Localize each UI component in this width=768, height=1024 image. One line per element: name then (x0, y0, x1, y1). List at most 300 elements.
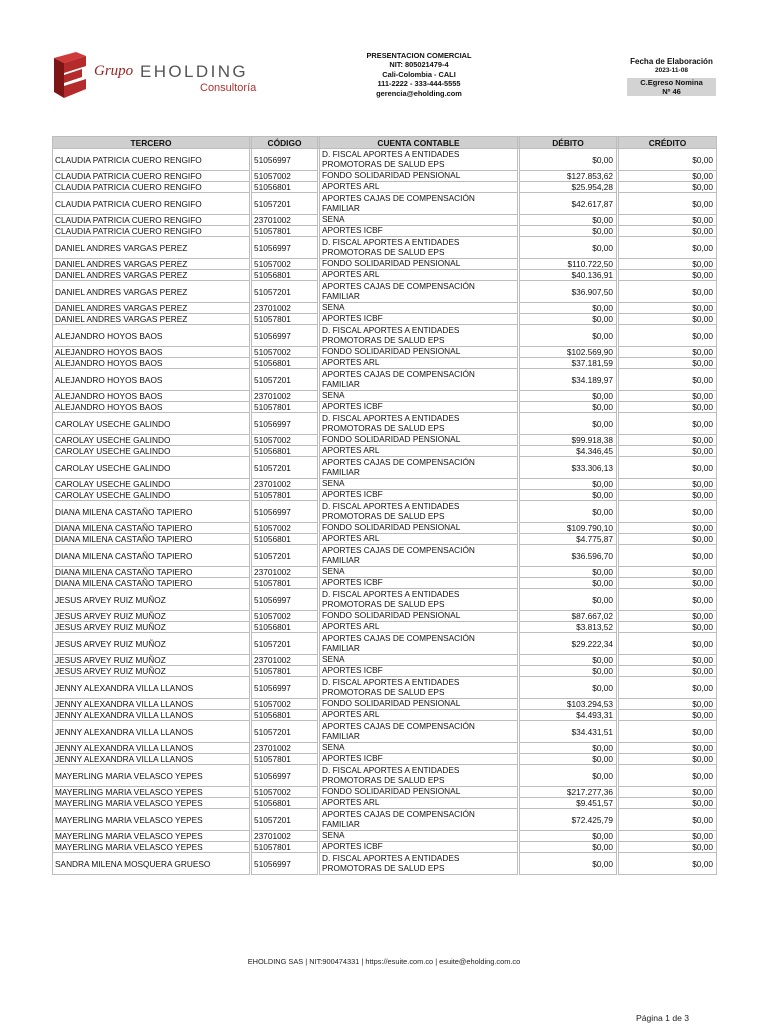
cell-codigo: 51056801 (252, 270, 318, 281)
doc-number: Nº 46 (627, 87, 716, 96)
cell-codigo: 51057002 (252, 611, 318, 622)
cell-codigo: 51057002 (252, 259, 318, 270)
cell-codigo: 51056997 (252, 501, 318, 523)
cell-credito: $0,00 (619, 809, 717, 831)
cell-codigo: 51056997 (252, 677, 318, 699)
cell-debito: $0,00 (520, 831, 617, 842)
cell-codigo: 23701002 (252, 655, 318, 666)
cell-cuenta: APORTES ARL (320, 270, 518, 281)
cell-tercero: CLAUDIA PATRICIA CUERO RENGIFO (53, 226, 250, 237)
cell-credito: $0,00 (619, 369, 717, 391)
cell-credito: $0,00 (619, 402, 717, 413)
cell-tercero: JESUS ARVEY RUIZ MUÑOZ (53, 666, 250, 677)
company-email: gerencia@eholding.com (376, 88, 462, 98)
table-row (53, 798, 717, 809)
cell-debito: $127.853,62 (520, 171, 617, 182)
cell-debito: $0,00 (520, 677, 617, 699)
cell-credito: $0,00 (619, 193, 717, 215)
table-row (53, 259, 717, 270)
cell-credito: $0,00 (619, 798, 717, 809)
cell-credito: $0,00 (619, 413, 717, 435)
table-row (53, 391, 717, 402)
table-row (53, 633, 717, 655)
cell-credito: $0,00 (619, 567, 717, 578)
cell-cuenta: APORTES CAJAS DE COMPENSACIÓN FAMILIAR (320, 545, 518, 567)
cell-credito: $0,00 (619, 754, 717, 765)
table-row (53, 589, 717, 611)
cell-credito: $0,00 (619, 853, 717, 875)
cell-cuenta: FONDO SOLIDARIDAD PENSIONAL (320, 171, 518, 182)
cell-cuenta: D. FISCAL APORTES A ENTIDADES PROMOTORAS DE SALUD EPS (320, 677, 518, 699)
page-number: Página 1 de 3 (636, 1013, 690, 1023)
cell-tercero: ALEJANDRO HOYOS BAOS (53, 347, 250, 358)
cell-credito: $0,00 (619, 182, 717, 193)
cell-credito: $0,00 (619, 611, 717, 622)
cell-credito: $0,00 (619, 358, 717, 369)
logo-grupo-text: Grupo (94, 63, 134, 79)
cell-cuenta: SENA (320, 303, 518, 314)
cell-debito: $87.667,02 (520, 611, 617, 622)
cell-codigo: 51057801 (252, 226, 318, 237)
col-header-cuenta: CUENTA CONTABLE (320, 137, 518, 149)
cell-codigo: 23701002 (252, 215, 318, 226)
cell-codigo: 51056997 (252, 765, 318, 787)
table-row (53, 743, 717, 754)
cell-cuenta: APORTES ICBF (320, 226, 518, 237)
cell-credito: $0,00 (619, 446, 717, 457)
cell-codigo: 51057201 (252, 545, 318, 567)
cell-cuenta: SENA (320, 215, 518, 226)
cell-tercero: ALEJANDRO HOYOS BAOS (53, 325, 250, 347)
cell-tercero: CAROLAY USECHE GALINDO (53, 446, 250, 457)
cell-cuenta: APORTES CAJAS DE COMPENSACIÓN FAMILIAR (320, 281, 518, 303)
col-header-credito: CRÉDITO (619, 137, 717, 149)
cell-tercero: DIANA MILENA CASTAÑO TAPIERO (53, 567, 250, 578)
cell-debito: $0,00 (520, 226, 617, 237)
table-row (53, 754, 717, 765)
cell-debito: $0,00 (520, 578, 617, 589)
cell-debito: $4.493,31 (520, 710, 617, 721)
cell-tercero: ALEJANDRO HOYOS BAOS (53, 369, 250, 391)
cell-cuenta: D. FISCAL APORTES A ENTIDADES PROMOTORAS DE SALUD EPS (320, 149, 518, 171)
cell-codigo: 51056801 (252, 534, 318, 545)
cell-tercero: DANIEL ANDRES VARGAS PEREZ (53, 281, 250, 303)
cell-tercero: JESUS ARVEY RUIZ MUÑOZ (53, 622, 250, 633)
table-row (53, 347, 717, 358)
doc-info (627, 56, 716, 96)
cell-cuenta: APORTES ARL (320, 182, 518, 193)
table-row (53, 182, 717, 193)
cell-credito: $0,00 (619, 391, 717, 402)
table-row (53, 270, 717, 281)
cell-codigo: 51057002 (252, 435, 318, 446)
cell-tercero: ALEJANDRO HOYOS BAOS (53, 402, 250, 413)
cell-debito: $42.617,87 (520, 193, 617, 215)
cell-codigo: 23701002 (252, 391, 318, 402)
cell-codigo: 51056997 (252, 237, 318, 259)
table-row (53, 699, 717, 710)
cell-cuenta: APORTES CAJAS DE COMPENSACIÓN FAMILIAR (320, 633, 518, 655)
cell-tercero: MAYERLING MARIA VELASCO YEPES (53, 765, 250, 787)
cell-tercero: DANIEL ANDRES VARGAS PEREZ (53, 314, 250, 325)
cell-cuenta: SENA (320, 655, 518, 666)
table-row (53, 237, 717, 259)
cell-tercero: MAYERLING MARIA VELASCO YEPES (53, 831, 250, 842)
cell-cuenta: APORTES CAJAS DE COMPENSACIÓN FAMILIAR (320, 193, 518, 215)
cell-cuenta: APORTES ICBF (320, 402, 518, 413)
table-row (53, 479, 717, 490)
cell-tercero: CAROLAY USECHE GALINDO (53, 457, 250, 479)
cell-cuenta: APORTES ICBF (320, 754, 518, 765)
col-header-debito: DÉBITO (520, 137, 617, 149)
cell-cuenta: D. FISCAL APORTES A ENTIDADES PROMOTORAS DE SALUD EPS (320, 237, 518, 259)
cell-credito: $0,00 (619, 303, 717, 314)
cell-credito: $0,00 (619, 765, 717, 787)
table-row (53, 622, 717, 633)
cell-cuenta: APORTES ICBF (320, 666, 518, 677)
table-row (53, 358, 717, 369)
cell-tercero: JENNY ALEXANDRA VILLA LLANOS (53, 743, 250, 754)
cell-tercero: MAYERLING MARIA VELASCO YEPES (53, 798, 250, 809)
table-row (53, 523, 717, 534)
cell-tercero: ALEJANDRO HOYOS BAOS (53, 358, 250, 369)
cell-codigo: 23701002 (252, 743, 318, 754)
cell-credito: $0,00 (619, 347, 717, 358)
cell-codigo: 51057801 (252, 754, 318, 765)
col-header-codigo: CÓDIGO (252, 137, 318, 149)
cell-cuenta: APORTES ARL (320, 798, 518, 809)
cell-cuenta: D. FISCAL APORTES A ENTIDADES PROMOTORAS DE SALUD EPS (320, 325, 518, 347)
cell-debito: $0,00 (520, 743, 617, 754)
cell-tercero: DIANA MILENA CASTAÑO TAPIERO (53, 523, 250, 534)
cell-credito: $0,00 (619, 831, 717, 842)
page-footer: EHOLDING SAS | NIT:900474331 | https://esuite.com.co | esuite@eholding.com.co (247, 957, 521, 966)
cell-credito: $0,00 (619, 325, 717, 347)
cell-codigo: 23701002 (252, 479, 318, 490)
cell-debito: $103.294,53 (520, 699, 617, 710)
cell-codigo: 51057201 (252, 369, 318, 391)
cell-codigo: 51057201 (252, 457, 318, 479)
table-row (53, 721, 717, 743)
cell-cuenta: APORTES ICBF (320, 314, 518, 325)
cell-credito: $0,00 (619, 270, 717, 281)
cell-codigo: 51057801 (252, 314, 318, 325)
cell-tercero: MAYERLING MARIA VELASCO YEPES (53, 842, 250, 853)
doc-type: C.Egreso Nomina (627, 78, 716, 87)
cell-debito: $3.813,52 (520, 622, 617, 633)
table-row (53, 149, 717, 171)
cell-tercero: DIANA MILENA CASTAÑO TAPIERO (53, 534, 250, 545)
cell-tercero: JESUS ARVEY RUIZ MUÑOZ (53, 633, 250, 655)
cell-cuenta: APORTES ICBF (320, 842, 518, 853)
cell-debito: $0,00 (520, 589, 617, 611)
cell-debito: $4.346,45 (520, 446, 617, 457)
cell-cuenta: SENA (320, 831, 518, 842)
cell-tercero: JESUS ARVEY RUIZ MUÑOZ (53, 611, 250, 622)
cell-tercero: DANIEL ANDRES VARGAS PEREZ (53, 270, 250, 281)
cell-cuenta: APORTES ICBF (320, 578, 518, 589)
cell-debito: $99.918,38 (520, 435, 617, 446)
cell-credito: $0,00 (619, 259, 717, 270)
doc-title: PRESENTACION COMERCIAL (366, 51, 472, 60)
cell-codigo: 51056801 (252, 710, 318, 721)
cell-tercero: DIANA MILENA CASTAÑO TAPIERO (53, 578, 250, 589)
cell-tercero: JENNY ALEXANDRA VILLA LLANOS (53, 710, 250, 721)
table-row (53, 215, 717, 226)
cell-codigo: 51056801 (252, 446, 318, 457)
table-row (53, 534, 717, 545)
cell-codigo: 51056997 (252, 149, 318, 171)
cell-codigo: 51056997 (252, 853, 318, 875)
cell-debito: $37.181,59 (520, 358, 617, 369)
cell-cuenta: APORTES ICBF (320, 490, 518, 501)
cell-cuenta: APORTES ARL (320, 710, 518, 721)
table-row (53, 402, 717, 413)
company-phones: 111-2222 - 333-444-5555 (377, 79, 461, 89)
table-row (53, 435, 717, 446)
cell-cuenta: APORTES ARL (320, 446, 518, 457)
cell-tercero: CLAUDIA PATRICIA CUERO RENGIFO (53, 215, 250, 226)
cell-tercero: JENNY ALEXANDRA VILLA LLANOS (53, 699, 250, 710)
cell-credito: $0,00 (619, 589, 717, 611)
table-row (53, 303, 717, 314)
cell-cuenta: FONDO SOLIDARIDAD PENSIONAL (320, 259, 518, 270)
cell-codigo: 51057002 (252, 171, 318, 182)
cell-debito: $34.189,97 (520, 369, 617, 391)
cell-debito: $0,00 (520, 655, 617, 666)
cell-tercero: MAYERLING MARIA VELASCO YEPES (53, 787, 250, 798)
cell-codigo: 51057201 (252, 193, 318, 215)
cell-codigo: 51057201 (252, 633, 318, 655)
cell-tercero: SANDRA MILENA MOSQUERA GRUESO (53, 853, 250, 875)
cell-credito: $0,00 (619, 523, 717, 534)
cell-credito: $0,00 (619, 490, 717, 501)
table-row (53, 545, 717, 567)
cell-cuenta: SENA (320, 567, 518, 578)
cell-cuenta: APORTES ARL (320, 358, 518, 369)
cell-cuenta: FONDO SOLIDARIDAD PENSIONAL (320, 523, 518, 534)
cell-debito: $0,00 (520, 567, 617, 578)
cell-cuenta: FONDO SOLIDARIDAD PENSIONAL (320, 699, 518, 710)
cell-credito: $0,00 (619, 787, 717, 798)
cell-tercero: JENNY ALEXANDRA VILLA LLANOS (53, 754, 250, 765)
table-row (53, 325, 717, 347)
cell-credito: $0,00 (619, 171, 717, 182)
cell-tercero: JENNY ALEXANDRA VILLA LLANOS (53, 721, 250, 743)
cell-debito: $0,00 (520, 303, 617, 314)
cell-debito: $34.431,51 (520, 721, 617, 743)
cell-debito: $0,00 (520, 853, 617, 875)
table-row (53, 567, 717, 578)
cell-tercero: CAROLAY USECHE GALINDO (53, 413, 250, 435)
cell-codigo: 51057002 (252, 787, 318, 798)
table-row (53, 490, 717, 501)
cell-debito: $0,00 (520, 479, 617, 490)
table-row (53, 171, 717, 182)
cell-debito: $0,00 (520, 149, 617, 171)
cell-credito: $0,00 (619, 743, 717, 754)
cell-codigo: 51057201 (252, 809, 318, 831)
cell-debito: $40.136,91 (520, 270, 617, 281)
cell-tercero: CLAUDIA PATRICIA CUERO RENGIFO (53, 193, 250, 215)
cell-codigo: 51056997 (252, 413, 318, 435)
cell-debito: $0,00 (520, 842, 617, 853)
cell-credito: $0,00 (619, 721, 717, 743)
cell-codigo: 23701002 (252, 303, 318, 314)
cell-credito: $0,00 (619, 622, 717, 633)
table-row (53, 369, 717, 391)
cell-debito: $29.222,34 (520, 633, 617, 655)
cell-credito: $0,00 (619, 314, 717, 325)
table-row (53, 281, 717, 303)
cell-debito: $0,00 (520, 765, 617, 787)
cell-credito: $0,00 (619, 666, 717, 677)
cell-credito: $0,00 (619, 215, 717, 226)
cell-debito: $4.775,87 (520, 534, 617, 545)
cell-cuenta: APORTES CAJAS DE COMPENSACIÓN FAMILIAR (320, 369, 518, 391)
cell-cuenta: D. FISCAL APORTES A ENTIDADES PROMOTORAS DE SALUD EPS (320, 589, 518, 611)
cell-codigo: 51057801 (252, 578, 318, 589)
cell-cuenta: APORTES CAJAS DE COMPENSACIÓN FAMILIAR (320, 457, 518, 479)
company-header (330, 51, 508, 98)
cell-cuenta: D. FISCAL APORTES A ENTIDADES PROMOTORAS DE SALUD EPS (320, 765, 518, 787)
cell-cuenta: D. FISCAL APORTES A ENTIDADES PROMOTORAS DE SALUD EPS (320, 501, 518, 523)
cell-cuenta: FONDO SOLIDARIDAD PENSIONAL (320, 787, 518, 798)
company-logo (50, 52, 260, 102)
cell-tercero: DANIEL ANDRES VARGAS PEREZ (53, 259, 250, 270)
company-city: Cali-Colombia - CALI (382, 69, 456, 79)
table-row (53, 578, 717, 589)
table-row (53, 314, 717, 325)
cell-debito: $0,00 (520, 314, 617, 325)
cell-codigo: 51057002 (252, 523, 318, 534)
table-row (53, 611, 717, 622)
cell-cuenta: APORTES CAJAS DE COMPENSACIÓN FAMILIAR (320, 809, 518, 831)
cell-credito: $0,00 (619, 237, 717, 259)
table-header-row (53, 137, 717, 149)
cell-credito: $0,00 (619, 655, 717, 666)
table-row (53, 842, 717, 853)
cell-codigo: 51057002 (252, 347, 318, 358)
cell-credito: $0,00 (619, 281, 717, 303)
cell-cuenta: FONDO SOLIDARIDAD PENSIONAL (320, 435, 518, 446)
table-row (53, 193, 717, 215)
cell-cuenta: D. FISCAL APORTES A ENTIDADES PROMOTORAS DE SALUD EPS (320, 413, 518, 435)
cell-cuenta: FONDO SOLIDARIDAD PENSIONAL (320, 611, 518, 622)
cell-debito: $109.790,10 (520, 523, 617, 534)
cell-cuenta: D. FISCAL APORTES A ENTIDADES PROMOTORAS DE SALUD EPS (320, 853, 518, 875)
table-row (53, 710, 717, 721)
cell-tercero: CAROLAY USECHE GALINDO (53, 490, 250, 501)
cell-codigo: 51057201 (252, 721, 318, 743)
cell-tercero: CLAUDIA PATRICIA CUERO RENGIFO (53, 171, 250, 182)
cell-tercero: DANIEL ANDRES VARGAS PEREZ (53, 237, 250, 259)
cell-debito: $25.954,28 (520, 182, 617, 193)
cell-codigo: 51056801 (252, 182, 318, 193)
logo-name-text: EHOLDING (140, 62, 248, 81)
cell-tercero: JESUS ARVEY RUIZ MUÑOZ (53, 655, 250, 666)
cell-debito: $0,00 (520, 501, 617, 523)
cell-debito: $0,00 (520, 391, 617, 402)
table-row (53, 677, 717, 699)
accounting-table (52, 136, 717, 875)
cell-credito: $0,00 (619, 534, 717, 545)
cell-tercero: JESUS ARVEY RUIZ MUÑOZ (53, 589, 250, 611)
cell-credito: $0,00 (619, 633, 717, 655)
cell-debito: $36.907,50 (520, 281, 617, 303)
cell-debito: $217.277,36 (520, 787, 617, 798)
cell-tercero: CAROLAY USECHE GALINDO (53, 435, 250, 446)
cell-credito: $0,00 (619, 479, 717, 490)
cell-codigo: 51056801 (252, 358, 318, 369)
cell-credito: $0,00 (619, 699, 717, 710)
cell-debito: $0,00 (520, 402, 617, 413)
cell-codigo: 23701002 (252, 567, 318, 578)
table-row (53, 809, 717, 831)
cell-debito: $36.596,70 (520, 545, 617, 567)
cell-credito: $0,00 (619, 842, 717, 853)
fecha-value: 2023-11-08 (655, 67, 688, 74)
table-row (53, 853, 717, 875)
cell-debito: $0,00 (520, 325, 617, 347)
table-row (53, 457, 717, 479)
cell-credito: $0,00 (619, 457, 717, 479)
cell-codigo: 51057801 (252, 842, 318, 853)
table-row (53, 655, 717, 666)
cell-codigo: 51057801 (252, 666, 318, 677)
cell-tercero: JENNY ALEXANDRA VILLA LLANOS (53, 677, 250, 699)
cell-debito: $0,00 (520, 490, 617, 501)
cell-codigo: 51056801 (252, 622, 318, 633)
cell-debito: $0,00 (520, 237, 617, 259)
cell-debito: $0,00 (520, 413, 617, 435)
table-row (53, 787, 717, 798)
cell-codigo: 51057801 (252, 402, 318, 413)
cell-credito: $0,00 (619, 545, 717, 567)
cell-credito: $0,00 (619, 501, 717, 523)
cell-codigo: 51056997 (252, 325, 318, 347)
cell-tercero: CAROLAY USECHE GALINDO (53, 479, 250, 490)
company-nit: NIT: 805021479-4 (389, 60, 449, 70)
cell-codigo: 51057201 (252, 281, 318, 303)
cell-codigo: 51056801 (252, 798, 318, 809)
cell-cuenta: SENA (320, 479, 518, 490)
cell-tercero: MAYERLING MARIA VELASCO YEPES (53, 809, 250, 831)
cell-tercero: DIANA MILENA CASTAÑO TAPIERO (53, 501, 250, 523)
cell-credito: $0,00 (619, 149, 717, 171)
cell-tercero: DIANA MILENA CASTAÑO TAPIERO (53, 545, 250, 567)
cell-debito: $0,00 (520, 215, 617, 226)
cell-cuenta: FONDO SOLIDARIDAD PENSIONAL (320, 347, 518, 358)
table-row (53, 501, 717, 523)
cell-credito: $0,00 (619, 578, 717, 589)
logo-sub-text: Consultoría (200, 82, 257, 94)
cell-credito: $0,00 (619, 710, 717, 721)
table-row (53, 666, 717, 677)
cell-tercero: CLAUDIA PATRICIA CUERO RENGIFO (53, 149, 250, 171)
cell-cuenta: APORTES CAJAS DE COMPENSACIÓN FAMILIAR (320, 721, 518, 743)
fecha-label: Fecha de Elaboración (630, 57, 713, 66)
cell-debito: $9.451,57 (520, 798, 617, 809)
cell-debito: $0,00 (520, 666, 617, 677)
cell-codigo: 51056997 (252, 589, 318, 611)
cell-debito: $72.425,79 (520, 809, 617, 831)
cell-credito: $0,00 (619, 677, 717, 699)
cell-cuenta: APORTES ARL (320, 622, 518, 633)
cell-tercero: CLAUDIA PATRICIA CUERO RENGIFO (53, 182, 250, 193)
cell-cuenta: SENA (320, 391, 518, 402)
cell-tercero: DANIEL ANDRES VARGAS PEREZ (53, 303, 250, 314)
